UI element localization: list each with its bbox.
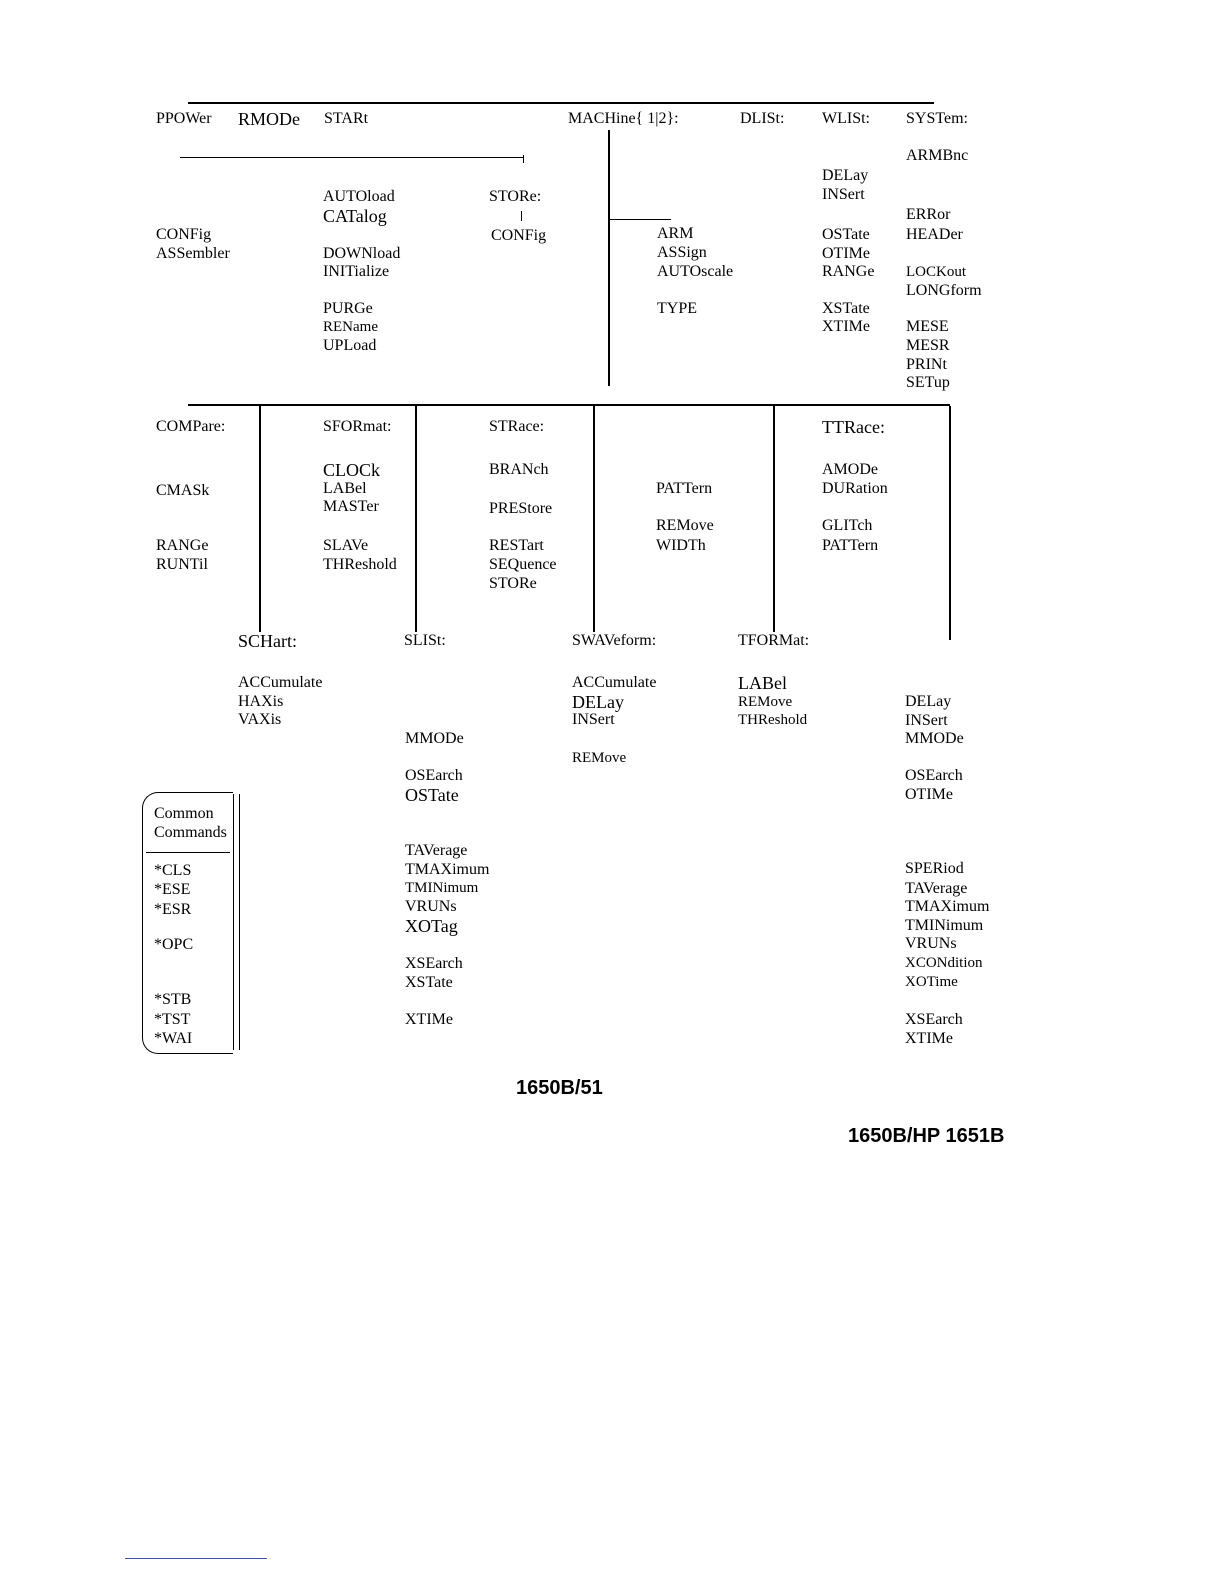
cmd-tlist-otime: OTIMe — [905, 786, 953, 803]
cmd-tlist-delay: DELay — [905, 693, 952, 710]
cmd-tlist-vruns: VRUNs — [905, 935, 957, 952]
cmd-haxis: HAXis — [238, 693, 284, 710]
cmd-tformat-label: LABel — [738, 673, 787, 693]
cmd-setup: SETup — [906, 374, 950, 391]
cmd-tformat-remove: REMove — [738, 694, 793, 710]
common-tst: *TST — [154, 1011, 191, 1028]
common-commands-edge-outer — [239, 794, 240, 1050]
cmd-wlist-xtime: XTIMe — [822, 318, 870, 335]
cmd-upload: UPLoad — [323, 337, 377, 354]
cmd-ttrace-pattern: PATTern — [822, 537, 879, 554]
cmd-master: MASTer — [323, 498, 379, 515]
cmd-sequence: SEQuence — [489, 556, 557, 573]
cmd-header: HEADer — [906, 226, 963, 243]
cmd-pattern: PATTern — [656, 480, 713, 497]
cmd-error: ERRor — [906, 206, 951, 223]
cmd-wlist: WLISt: — [822, 110, 870, 127]
common-opc: *OPC — [154, 936, 194, 953]
common-esr: *ESR — [154, 901, 192, 918]
cmd-type: TYPE — [657, 300, 697, 317]
cmd-clock: CLOCk — [323, 460, 381, 480]
store-tick — [521, 211, 522, 221]
cmd-slist: SLISt: — [404, 632, 446, 649]
cmd-assembler: ASSembler — [156, 245, 230, 262]
cmd-compare: COMPare: — [156, 418, 226, 435]
cmd-slist-mmode: MMODe — [405, 730, 464, 747]
common-commands-divider — [146, 852, 230, 853]
cmd-slist-ostate: OSTate — [405, 785, 459, 805]
right-divider — [949, 406, 951, 640]
cmd-system: SYSTem: — [906, 110, 968, 127]
cmd-rmode: RMODe — [238, 109, 300, 129]
cmd-swaveform: SWAVeform: — [572, 632, 657, 649]
machine-branch — [609, 219, 671, 220]
cmd-assign: ASSign — [657, 244, 707, 261]
cmd-wlist-otime: OTIMe — [822, 245, 870, 262]
cmd-sformat: SFORmat: — [323, 418, 392, 435]
common-cls: *CLS — [154, 862, 192, 879]
cmd-print: PRINt — [906, 356, 947, 373]
cmd-prestore: PREStore — [489, 500, 553, 517]
cmd-config: CONFig — [156, 226, 212, 243]
cmd-wlist-ostate: OSTate — [822, 226, 870, 243]
cmd-swaveform-remove: REMove — [572, 750, 627, 766]
cmd-duration: DURation — [822, 480, 888, 497]
cmd-autoload: AUTOload — [323, 188, 395, 205]
cmd-mese: MESE — [906, 318, 949, 335]
cmd-wlist-range: RANGe — [822, 263, 875, 280]
cmd-swaveform-accumulate: ACCumulate — [572, 674, 657, 691]
cmd-ppower: PPOWer — [156, 110, 212, 127]
cmd-schart-accumulate: ACCumulate — [238, 674, 323, 691]
sformat-divider — [415, 406, 417, 632]
cmd-wlist-xstate: XSTate — [822, 300, 870, 317]
footer-rule — [125, 1558, 267, 1559]
cmd-compare-range: RANGe — [156, 537, 209, 554]
cmd-machine: MACHine{ 1|2}: — [568, 110, 679, 127]
cmd-download: DOWNload — [323, 245, 401, 262]
cmd-wlist-delay: DELay — [822, 167, 869, 184]
cmd-vaxis: VAXis — [238, 711, 282, 728]
cmd-store: STORe: — [489, 188, 542, 205]
cmd-tlist-osearch: OSEarch — [905, 767, 963, 784]
cmd-purge: PURGe — [323, 300, 373, 317]
mid-rule — [188, 404, 950, 406]
cmd-strace-store: STORe — [489, 575, 537, 592]
cmd-tformat: TFORMat: — [738, 632, 810, 649]
cmd-remove: REMove — [656, 517, 714, 534]
cmd-threshold: THReshold — [323, 556, 397, 573]
cmd-catalog: CATalog — [323, 206, 387, 226]
cmd-branch: BRANch — [489, 461, 549, 478]
cmd-tformat-threshold: THReshold — [738, 712, 808, 728]
machine-trunk — [608, 130, 610, 386]
cmd-initialize: INITialize — [323, 263, 390, 280]
caption-model-short: 1650B/51 — [516, 1077, 603, 1099]
cmd-glitch: GLITch — [822, 517, 873, 534]
cmd-tlist-tminimum: TMINimum — [905, 917, 984, 934]
cmd-tlist-tmaximum: TMAXimum — [905, 898, 990, 915]
top-rule — [188, 102, 934, 104]
cmd-slist-xotag: XOTag — [405, 916, 458, 936]
cmd-slist-xstate: XSTate — [405, 974, 453, 991]
cmd-tlist-taverage: TAVerage — [905, 880, 968, 897]
cmd-dlist: DLISt: — [740, 110, 785, 127]
strace-divider — [593, 406, 595, 632]
cmd-tlist-speriod: SPERiod — [905, 860, 964, 877]
cmd-lockout: LOCKout — [906, 264, 966, 280]
cmd-arm: ARM — [657, 225, 694, 242]
cmd-tlist-xcondition: XCONdition — [905, 955, 983, 971]
cmd-strace: STRace: — [489, 418, 545, 435]
cmd-longform: LONGform — [906, 282, 982, 299]
tformat-divider — [773, 406, 775, 632]
cmd-swaveform-delay: DELay — [572, 692, 624, 712]
cmd-tlist-mmode: MMODe — [905, 730, 964, 747]
cmd-swaveform-insert: INSert — [572, 711, 615, 728]
cmd-cmask: CMASk — [156, 482, 210, 499]
cmd-slist-osearch: OSEarch — [405, 767, 463, 784]
cmd-tlist-insert: INSert — [905, 712, 948, 729]
mmemory-bracket-line — [180, 157, 524, 158]
cmd-slist-xsearch: XSEarch — [405, 955, 463, 972]
cmd-store-config: CONFig — [491, 227, 547, 244]
common-commands-edge-inner — [233, 794, 234, 1050]
common-stb: *STB — [154, 991, 192, 1008]
common-ese: *ESE — [154, 881, 191, 898]
cmd-slist-xtime: XTIMe — [405, 1011, 453, 1028]
cmd-slist-vruns: VRUNs — [405, 898, 457, 915]
common-wai: *WAI — [154, 1030, 193, 1047]
cmd-start: STARt — [324, 110, 369, 127]
common-commands-title-2: Commands — [154, 824, 227, 841]
compare-divider — [259, 406, 261, 632]
cmd-tlist-xotime: XOTime — [905, 974, 958, 990]
cmd-width: WIDTh — [656, 537, 706, 554]
mmemory-bracket-tick — [523, 155, 524, 163]
cmd-slist-taverage: TAVerage — [405, 842, 468, 859]
cmd-amode: AMODe — [822, 461, 878, 478]
cmd-tlist-xtime: XTIMe — [905, 1030, 953, 1047]
common-commands-title-1: Common — [154, 805, 214, 822]
cmd-runtil: RUNTil — [156, 556, 208, 573]
cmd-slist-tmaximum: TMAXimum — [405, 861, 490, 878]
cmd-restart: RESTart — [489, 537, 544, 554]
cmd-ttrace: TTRace: — [822, 417, 885, 437]
cmd-armbnc: ARMBnc — [906, 147, 969, 164]
cmd-autoscale: AUTOscale — [657, 263, 734, 280]
caption-model-long: 1650B/HP 1651B — [848, 1125, 1005, 1147]
cmd-rename: REName — [323, 319, 378, 335]
cmd-label: LABel — [323, 480, 367, 497]
cmd-wlist-insert: INSert — [822, 186, 865, 203]
cmd-mesr: MESR — [906, 337, 950, 354]
cmd-schart: SCHart: — [238, 631, 298, 651]
cmd-slave: SLAVe — [323, 537, 369, 554]
cmd-slist-tminimum: TMINimum — [405, 880, 479, 896]
cmd-tlist-xsearch: XSEarch — [905, 1011, 963, 1028]
